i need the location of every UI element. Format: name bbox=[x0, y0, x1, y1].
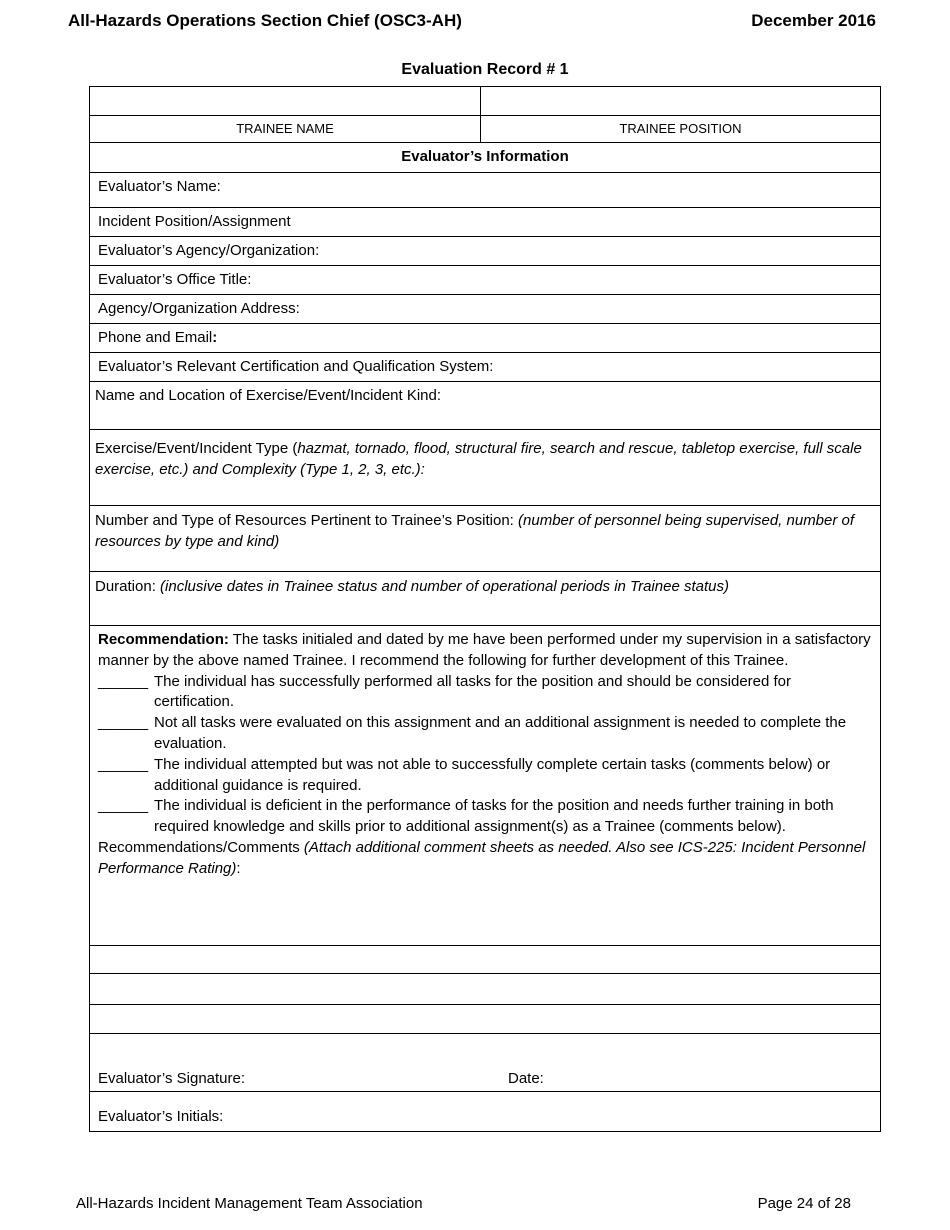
page-number: Page 24 of 28 bbox=[757, 1195, 851, 1212]
agency-field[interactable] bbox=[89, 237, 881, 266]
recommendation-option-1[interactable] bbox=[98, 672, 872, 714]
recommendation-intro-text: The tasks initialed and dated by me have been performed under my supervision in a satisfactory manner by the above named Trainee. I recommend the following for further development of this Trainee. bbox=[98, 631, 871, 669]
incident-position-field[interactable] bbox=[89, 208, 881, 237]
trainee-position-field[interactable] bbox=[481, 87, 880, 115]
phone-email-colon: : bbox=[212, 329, 218, 346]
option-blank[interactable]: ______ bbox=[98, 672, 149, 690]
recommendation-intro bbox=[98, 630, 872, 672]
option-text: The individual has successfully performed all tasks for the position and should be considered for certification. bbox=[154, 672, 792, 711]
name-location-field[interactable] bbox=[89, 382, 881, 430]
comments-colon: : bbox=[236, 859, 241, 877]
incident-position-label: Incident Position/Assignment bbox=[98, 213, 291, 230]
initials-label: Evaluator’s Initials: bbox=[98, 1108, 224, 1125]
resources-field[interactable] bbox=[89, 506, 881, 572]
recommendation-section bbox=[89, 626, 881, 946]
evaluator-section-title: Evaluator’s Information bbox=[401, 148, 569, 165]
signature-label: Evaluator’s Signature: bbox=[98, 1070, 246, 1087]
trainee-caption-row bbox=[89, 116, 881, 143]
address-field[interactable] bbox=[89, 295, 881, 324]
option-text: The individual is deficient in the performance of tasks for the position and needs further training in both required knowledge and skills prior to additional assignment(s) as a Trainee (comments below). bbox=[154, 797, 834, 836]
incident-type-hint: hazmat, tornado, flood, structural fire, search and rescue, tabletop exercise, full scale exercise, etc.) and Complexity (Type 1, 2, 3, etc.): bbox=[95, 440, 862, 478]
certification-field[interactable] bbox=[89, 353, 881, 382]
recommendation-option-2[interactable] bbox=[98, 713, 872, 755]
footer-organization: All-Hazards Incident Management Team Association bbox=[76, 1195, 423, 1212]
trainee-input-row bbox=[89, 86, 881, 116]
resources-lead: Number and Type of Resources Pertinent to Trainee’s Position: bbox=[95, 512, 519, 529]
signature-row[interactable] bbox=[89, 1034, 881, 1092]
option-blank[interactable]: ______ bbox=[98, 755, 149, 773]
incident-type-label bbox=[90, 430, 880, 480]
duration-label bbox=[90, 572, 880, 597]
option-text: Not all tasks were evaluated on this assignment and an additional assignment is needed to complete the evaluation. bbox=[154, 714, 847, 752]
option-text: The individual attempted but was not able to successfully complete certain tasks (comments below) or additional guidance is required. bbox=[154, 755, 831, 794]
comment-line-1[interactable] bbox=[89, 946, 881, 974]
recommendation-option-3[interactable] bbox=[98, 755, 872, 797]
address-label: Agency/Organization Address: bbox=[98, 300, 300, 317]
office-title-label: Evaluator’s Office Title: bbox=[98, 271, 252, 288]
phone-email-field[interactable] bbox=[89, 324, 881, 353]
comment-line-2[interactable] bbox=[89, 974, 881, 1005]
office-title-field[interactable] bbox=[89, 266, 881, 295]
evaluator-section-header bbox=[89, 143, 881, 173]
recommendation-label: Recommendation: bbox=[98, 631, 229, 648]
phone-email-label bbox=[90, 324, 880, 352]
trainee-name-field[interactable] bbox=[90, 87, 481, 115]
duration-hint: (inclusive dates in Trainee status and number of operational periods in Trainee status) bbox=[160, 578, 729, 595]
incident-type-field[interactable] bbox=[89, 430, 881, 506]
comments-label bbox=[98, 838, 872, 880]
comments-lead: Recommendations/Comments bbox=[98, 838, 304, 856]
date-label: Date: bbox=[508, 1070, 544, 1087]
trainee-name-caption: TRAINEE NAME bbox=[90, 116, 481, 142]
trainee-position-caption: TRAINEE POSITION bbox=[619, 121, 742, 136]
name-location-label: Name and Location of Exercise/Event/Incident Kind: bbox=[95, 387, 442, 404]
duration-field[interactable] bbox=[89, 572, 881, 626]
phone-email-text: Phone and Email bbox=[98, 329, 213, 346]
duration-lead: Duration: bbox=[95, 578, 161, 595]
recommendation-text bbox=[90, 626, 880, 880]
evaluator-name-field[interactable] bbox=[89, 173, 881, 208]
comment-line-3[interactable] bbox=[89, 1005, 881, 1034]
initials-field[interactable] bbox=[89, 1092, 881, 1132]
evaluator-name-label: Evaluator’s Name: bbox=[98, 178, 221, 195]
certification-label: Evaluator’s Relevant Certification and Qualification System: bbox=[98, 358, 494, 375]
form-title: Evaluation Record # 1 bbox=[401, 61, 569, 78]
document-header-title: All-Hazards Operations Section Chief (OSC3-AH) bbox=[68, 11, 462, 30]
agency-label: Evaluator’s Agency/Organization: bbox=[98, 242, 320, 259]
resources-hint: (number of personnel being supervised, number of resources by type and kind) bbox=[95, 512, 855, 550]
incident-type-lead: Exercise/Event/Incident Type ( bbox=[95, 440, 298, 457]
evaluation-form bbox=[89, 86, 881, 1132]
recommendation-option-4[interactable] bbox=[98, 796, 872, 838]
resources-label bbox=[90, 506, 880, 552]
comments-hint: (Attach additional comment sheets as needed. Also see ICS-225: Incident Personnel Performance Rating) bbox=[98, 838, 866, 877]
document-header-date: December 2016 bbox=[751, 11, 876, 30]
option-blank[interactable]: ______ bbox=[98, 797, 149, 815]
option-blank[interactable]: ______ bbox=[98, 714, 149, 732]
